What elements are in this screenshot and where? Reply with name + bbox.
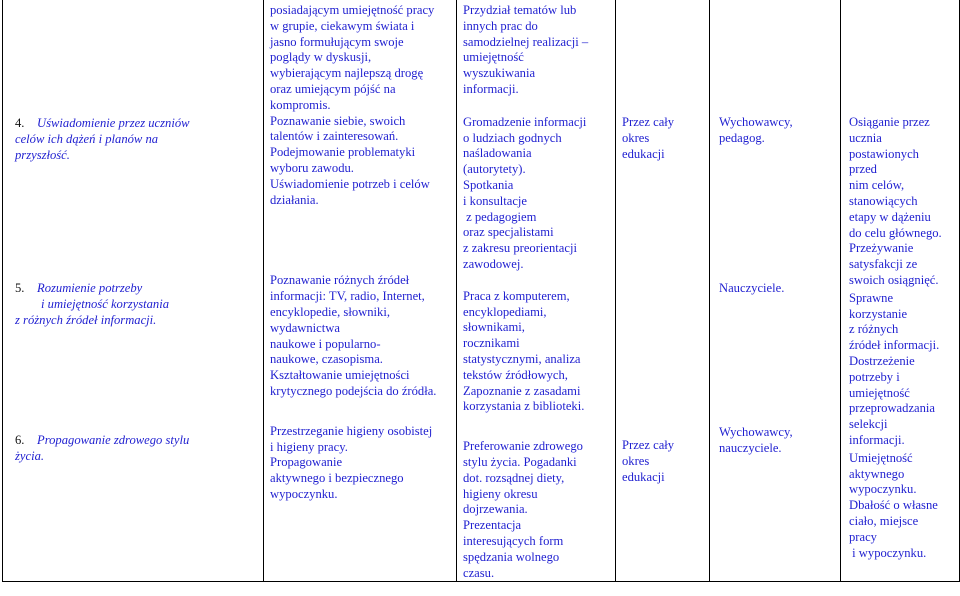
outcome-line: i wypoczynku.	[849, 545, 927, 560]
topic-text: przyszłość.	[15, 147, 70, 162]
topic-text: celów ich dążeń i planów na	[15, 131, 159, 146]
content-line: i higieny pracy.	[270, 439, 348, 454]
responsible-line: Wychowawcy,	[719, 115, 793, 129]
timing-block-6	[616, 436, 709, 485]
responsible-block-6	[710, 423, 840, 457]
content-line: wybierającym najlepszą drogę	[270, 66, 424, 81]
content-line: Kształtowanie umiejętności	[270, 368, 410, 383]
methods-line: korzystania z biblioteki.	[463, 399, 585, 414]
methods-line: oraz specjalistami	[463, 225, 554, 240]
topic-row-4	[3, 116, 263, 163]
methods-line: rocznikami	[463, 336, 520, 351]
methods-line: zawodowej.	[463, 256, 524, 271]
methods-line: Zapoznanie z zasadami	[463, 383, 581, 398]
methods-line: Gromadzenie informacji	[463, 114, 587, 129]
timing-line: edukacji	[622, 469, 665, 484]
methods-column	[457, 0, 616, 582]
content-line: Poznawanie różnych źródeł	[270, 273, 410, 288]
topic-text: Rozumienie potrzeby	[37, 281, 143, 296]
methods-line: Praca z komputerem,	[463, 288, 570, 303]
methods-block-top	[457, 0, 615, 98]
outcome-line: satysfakcji ze	[849, 257, 918, 272]
outcome-line: wypoczynku.	[849, 482, 917, 497]
methods-line: statystycznymi, analiza	[463, 351, 581, 366]
methods-line: z zakresu preorientacji	[463, 241, 577, 256]
methods-line: Przydział tematów lub	[463, 3, 577, 17]
methods-line: higieny okresu	[463, 486, 538, 501]
methods-block-6	[457, 437, 615, 581]
topic-text: i umiejętność korzystania	[41, 297, 170, 312]
methods-block-4	[457, 113, 615, 273]
topic-text: Propagowanie zdrowego stylu	[37, 432, 190, 447]
responsible-column	[710, 0, 841, 582]
methods-line: informacji.	[463, 81, 519, 96]
timing-line: Przez cały	[622, 115, 675, 129]
responsible-line: pedagog.	[719, 130, 765, 145]
content-line: informacji: TV, radio, Internet,	[270, 289, 425, 304]
content-line: talentów i zainteresowań.	[270, 129, 399, 144]
outcome-line: z różnych	[849, 322, 899, 337]
timing-line: Przez cały	[622, 438, 675, 453]
timing-line: okres	[622, 130, 650, 145]
timing-line: okres	[622, 454, 650, 469]
content-line: wypoczynku.	[270, 486, 338, 501]
outcome-line: Dbałość o własne	[849, 498, 938, 513]
methods-line: dojrzewania.	[463, 502, 528, 517]
outcome-line: przed	[849, 162, 877, 177]
outcome-line: nim celów,	[849, 178, 905, 193]
methods-line: innych prac do	[463, 18, 538, 33]
outcome-line: Przeżywanie	[849, 241, 914, 256]
methods-block-5	[457, 287, 615, 415]
timing-line: edukacji	[622, 146, 665, 161]
outcomes-block-4	[841, 113, 959, 289]
methods-line: wyszukiwania	[463, 66, 536, 81]
outcome-line: przeprowadzania	[849, 401, 936, 416]
content-block-6	[264, 422, 456, 503]
outcome-line: ucznia	[849, 130, 882, 145]
outcome-line: swoich osiągnięć.	[849, 272, 939, 287]
methods-line: tekstów źródłowych,	[463, 367, 568, 382]
methods-line: Prezentacja	[463, 518, 522, 533]
content-block-4	[264, 114, 456, 209]
outcome-line: do celu głównego.	[849, 225, 942, 240]
timing-block-4	[616, 113, 709, 162]
content-line: oraz umiejącym pójść na	[270, 81, 396, 96]
topic-number: 5.	[15, 281, 25, 296]
methods-line: spędzania wolnego	[463, 549, 560, 564]
content-line: Podejmowanie problematyki	[270, 145, 416, 160]
outcomes-block-6	[841, 449, 959, 562]
outcomes-block-5	[841, 289, 959, 449]
outcome-line: potrzeby i	[849, 369, 900, 384]
content-line: encyklopedie, słowniki,	[270, 304, 390, 319]
content-line: wydawnictwa	[270, 320, 340, 335]
methods-line: i konsultacje	[463, 193, 528, 208]
outcome-line: informacji.	[849, 432, 905, 447]
methods-line: dot. rozsądnej diety,	[463, 470, 565, 485]
content-block-5	[264, 271, 456, 399]
timing-column	[616, 0, 710, 582]
outcome-line: stanowiących	[849, 193, 918, 208]
topic-text: z różnych źródeł informacji.	[15, 312, 157, 327]
outcome-line: etapy w dążeniu	[849, 209, 931, 224]
outcome-line: Dostrzeżenie	[849, 353, 915, 368]
educational-plan-table	[2, 0, 960, 582]
methods-line: umiejętność	[463, 50, 524, 65]
content-line: Propagowanie	[270, 455, 343, 470]
table-row	[3, 0, 960, 582]
topic-text: Uświadomienie przez uczniów	[37, 116, 190, 130]
outcome-line: selekcji	[849, 417, 888, 432]
responsible-line: Wychowawcy,	[719, 425, 793, 440]
content-column	[264, 0, 457, 582]
content-line: działania.	[270, 192, 319, 207]
outcome-line: umiejętność	[849, 385, 910, 400]
methods-line: samodzielnej realizacji –	[463, 34, 589, 49]
topic-row-6	[3, 433, 263, 465]
outcome-line: źródeł informacji.	[849, 338, 940, 353]
outcome-line: aktywnego	[849, 466, 905, 481]
outcome-line: Sprawne	[849, 290, 894, 305]
methods-line: czasu.	[463, 565, 495, 580]
methods-line: Spotkania	[463, 177, 514, 192]
methods-line: (autorytety).	[463, 162, 526, 177]
content-line: krytycznego podejścia do źródła.	[270, 383, 437, 398]
responsible-line: nauczyciele.	[719, 441, 782, 456]
topic-number: 6.	[15, 432, 25, 447]
content-line: Poznawanie siebie, swoich	[270, 113, 406, 128]
outcome-line: Umiejętność	[849, 450, 913, 465]
topic-row-5	[3, 281, 263, 328]
methods-line: o ludziach godnych	[463, 130, 562, 145]
responsible-block-5	[710, 279, 840, 297]
outcome-line: pracy	[849, 529, 877, 544]
content-line: w grupie, ciekawym świata i	[270, 18, 415, 33]
methods-line: interesujących form	[463, 533, 564, 548]
content-line: Przestrzeganie higieny osobistej	[270, 423, 433, 438]
responsible-line: Nauczyciele.	[719, 280, 785, 295]
content-line: naukowe i popularno-	[270, 336, 381, 351]
outcomes-column	[841, 0, 960, 582]
outcome-line: ciało, miejsce	[849, 513, 919, 528]
topic-number: 4.	[15, 116, 25, 130]
content-line: Uświadomienie potrzeb i celów	[270, 176, 430, 191]
methods-line: naśladowania	[463, 146, 532, 161]
outcome-line: korzystanie	[849, 306, 908, 321]
topics-column	[3, 0, 264, 582]
content-line: naukowe, czasopisma.	[270, 352, 383, 367]
methods-line: słownikami,	[463, 320, 525, 335]
methods-line: stylu życia. Pogadanki	[463, 454, 577, 469]
responsible-block-4	[710, 113, 840, 147]
content-line: posiadającym umiejętność pracy	[270, 3, 435, 17]
methods-line: encyklopediami,	[463, 304, 547, 319]
methods-line: Preferowanie zdrowego	[463, 439, 583, 454]
content-line: wyboru zawodu.	[270, 160, 354, 175]
content-line: aktywnego i bezpiecznego	[270, 471, 404, 486]
content-line: poglądy w dyskusji,	[270, 50, 372, 65]
content-line: jasno formułującym swoje	[270, 34, 404, 49]
outcome-line: Osiąganie przez	[849, 115, 930, 129]
outcome-line: postawionych	[849, 146, 919, 161]
topic-text: życia.	[15, 448, 45, 463]
methods-line: z pedagogiem	[463, 209, 537, 224]
content-line: kompromis.	[270, 97, 331, 112]
content-block-top	[264, 0, 456, 114]
